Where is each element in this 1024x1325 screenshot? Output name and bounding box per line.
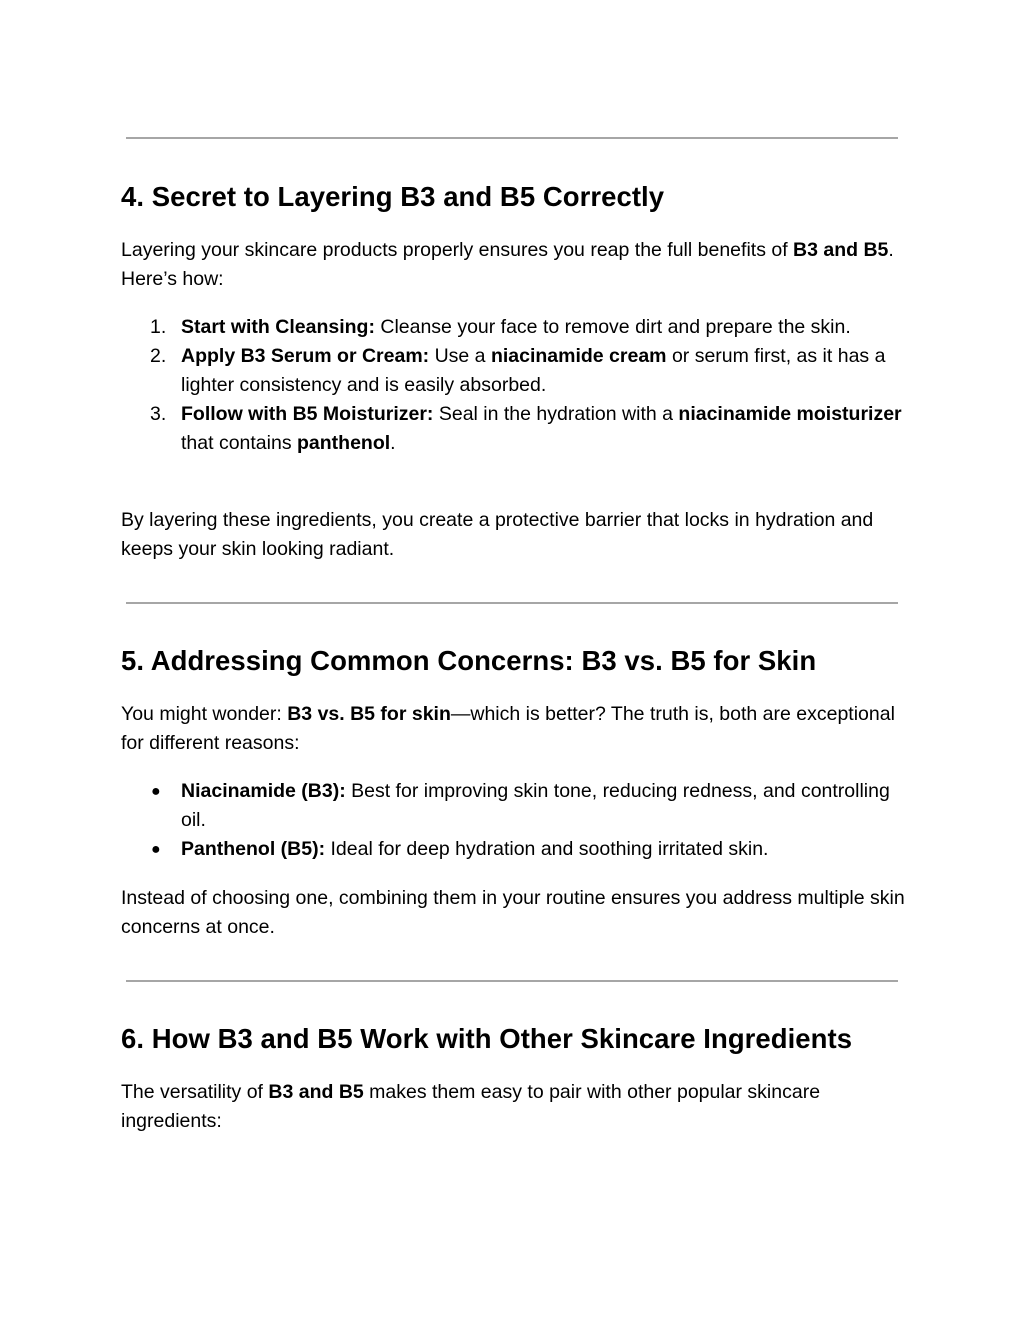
list-item: 2. Apply B3 Serum or Cream: Use a niacinamide cream or serum first, as it has a lighter consistency and is easily absorbed.: [150, 345, 886, 396]
section-4-steps-list: [121, 313, 906, 458]
list-item: ● Panthenol (B5): Ideal for deep hydration and soothing irritated skin.: [121, 835, 906, 864]
list-item: 1. Start with Cleansing: Cleanse your face to remove dirt and prepare the skin.: [150, 316, 851, 338]
bullet-icon: ●: [151, 841, 161, 858]
section-5-intro: You might wonder: B3 vs. B5 for skin—which is better? The truth is, both are exceptional for different reasons:: [121, 703, 895, 754]
section-divider: [126, 980, 898, 982]
list-item: ● Niacinamide (B3): Best for improving skin tone, reducing redness, and controlling oil.: [121, 777, 906, 835]
section-4-intro: Layering your skincare products properly ensures you reap the full benefits of B3 and B5. Here’s how:: [121, 239, 894, 290]
section-divider: [126, 602, 898, 604]
section-5-outro: Instead of choosing one, combining them in your routine ensures you address multiple skin concerns at once.: [121, 887, 905, 938]
section-5-heading: 5. Addressing Common Concerns: B3 vs. B5 for Skin: [121, 645, 817, 676]
section-5-bullet-list: [121, 777, 906, 864]
section-6-heading: 6. How B3 and B5 Work with Other Skincare Ingredients: [121, 1023, 853, 1054]
section-6-intro: The versatility of B3 and B5 makes them easy to pair with other popular skincare ingredients:: [121, 1081, 821, 1132]
section-divider: [126, 137, 898, 139]
list-item: 3. Follow with B5 Moisturizer: Seal in the hydration with a niacinamide moisturizer that contains panthenol.: [150, 403, 902, 454]
section-4-heading: 4. Secret to Layering B3 and B5 Correctly: [121, 181, 665, 212]
section-4-outro: By layering these ingredients, you create a protective barrier that locks in hydration and keeps your skin looking radiant.: [121, 509, 874, 560]
bullet-icon: ●: [151, 783, 161, 800]
